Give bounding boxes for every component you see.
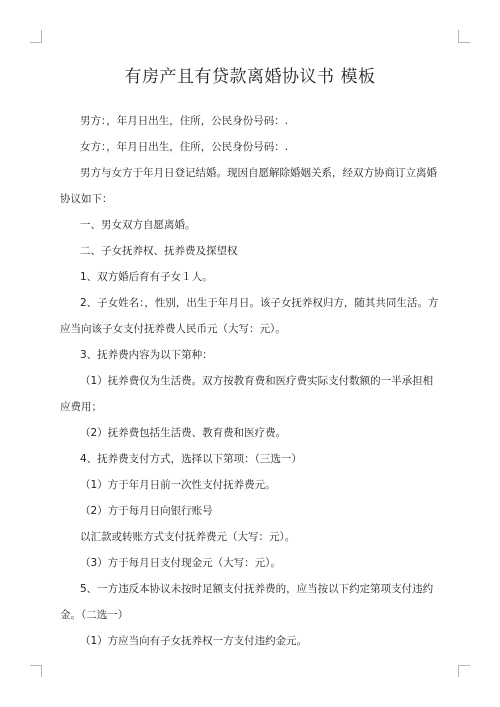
document-body [60, 108, 442, 654]
paragraph-children-count: 1、双方婚后育有子女１人。 [80, 271, 213, 283]
paragraph-payment-method: 4、抚养费支付方式，选择以下第项：（三选一） [80, 453, 302, 465]
paragraph-clause-2-heading: 二、子女抚养权、抚养费及探望权 [80, 245, 238, 257]
crop-mark-top-right-v [458, 30, 459, 42]
crop-mark-top-right-h [458, 42, 470, 43]
crop-mark-bottom-right-v [458, 665, 459, 677]
paragraph-support-content: 3、抚养费内容为以下第种： [80, 349, 213, 361]
paragraph-payment-option-2-cont: 以汇款或转账方式支付抚养费元（大写：元）。 [80, 531, 296, 543]
paragraph-support-option-2: （2）抚养费包括生活费、教育费和医疗费。 [80, 427, 287, 439]
paragraph-breach-option-1: （1）方应当向有子女抚养权一方支付违约金元。 [80, 635, 308, 647]
paragraph-payment-option-2: （2）方于每月日向银行账号 [80, 505, 213, 517]
paragraph-child-details: 2、子女姓名：，性别，出生于年月日。该子女抚养权归方，随其共同生活。方应当向该子女支付抚养费人民币元（大写：元）。 [60, 297, 439, 335]
paragraph-clause-1: 一、男女双方自愿离婚。 [80, 219, 196, 231]
paragraph-male-party: 男方：，年月日出生，住所，公民身份号码：. [80, 115, 289, 127]
paragraph-support-option-1: （1）抚养费仅为生活费。双方按教育费和医疗费实际支付数额的一半承担相应费用； [60, 375, 434, 413]
paragraph-intro: 男方与女方于年月日登记结婚。现因自愿解除婚姻关系，经双方协商订立离婚协议如下： [60, 167, 437, 205]
document-title: 有房产且有贷款离婚协议书 模板 [124, 67, 376, 87]
paragraph-female-party: 女方：，年月日出生，住所，公民身份号码：. [80, 141, 289, 153]
paragraph-payment-option-1: （1）方于年月日前一次性支付抚养费元。 [80, 479, 276, 491]
crop-mark-bottom-left-v [41, 665, 42, 677]
crop-mark-top-left-h [30, 42, 42, 43]
crop-mark-top-left-v [41, 30, 42, 42]
paragraph-breach: 5、一方违反本协议未按时足额支付抚养费的，应当按以下约定第项支付违约金。（二选一） [60, 583, 434, 621]
paragraph-payment-option-3: （3）方于每月日支付现金元（大写：元）。 [80, 557, 281, 569]
crop-mark-bottom-right-h [458, 665, 470, 666]
